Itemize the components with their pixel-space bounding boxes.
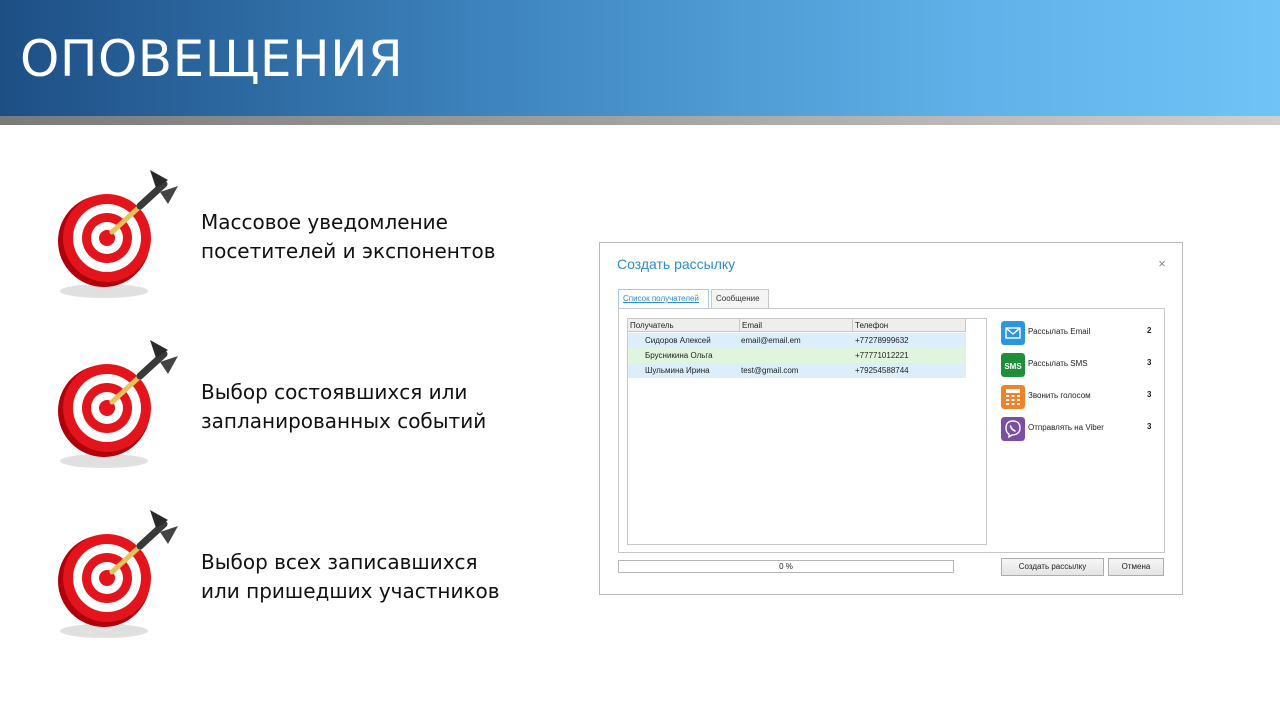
option-voice[interactable] — [1001, 385, 1161, 411]
option-label: Звонить голосом — [1028, 391, 1091, 400]
create-mailing-button[interactable]: Создать рассылку — [1001, 558, 1104, 576]
slide-header — [0, 0, 1280, 116]
bullet-item-1 — [52, 166, 612, 306]
cell-email: email@email.em — [741, 336, 801, 345]
header-divider — [0, 116, 1280, 125]
tab-label: Сообщение — [716, 294, 760, 303]
option-count: 3 — [1147, 422, 1152, 431]
option-count: 3 — [1147, 358, 1152, 367]
option-email[interactable] — [1001, 321, 1161, 347]
close-icon[interactable]: × — [1158, 256, 1166, 271]
target-dart-icon — [52, 336, 187, 476]
column-header-phone[interactable]: Телефон — [853, 319, 966, 332]
cell-phone: +79254588744 — [855, 366, 909, 375]
slide-title: ОПОВЕЩЕНИЯ — [20, 30, 404, 88]
option-label: Отправлять на Viber — [1028, 423, 1104, 432]
email-icon — [1001, 321, 1025, 345]
tab-message[interactable] — [711, 289, 769, 308]
column-header-email[interactable]: Email — [740, 319, 853, 332]
option-label: Рассылать SMS — [1028, 359, 1088, 368]
bullet-text — [201, 378, 601, 436]
option-label: Рассылать Email — [1028, 327, 1091, 336]
table-row[interactable] — [628, 363, 966, 378]
cell-recipient: Брусникина Ольга — [645, 351, 713, 360]
table-row[interactable] — [628, 333, 966, 348]
column-header-recipient[interactable]: Получатель — [628, 319, 740, 332]
recipients-panel — [618, 308, 1165, 553]
tab-label: Список получателей — [623, 294, 699, 303]
bullet-line: или пришедших участников — [201, 579, 500, 603]
table-row[interactable] — [628, 348, 966, 363]
option-count: 2 — [1147, 326, 1152, 335]
option-count: 3 — [1147, 390, 1152, 399]
bullet-line: запланированных событий — [201, 409, 487, 433]
option-viber[interactable] — [1001, 417, 1161, 443]
bullet-line: посетителей и экспонентов — [201, 239, 496, 263]
bullet-line: Выбор всех записавшихся — [201, 550, 478, 574]
recipients-grid[interactable] — [627, 318, 987, 545]
progress-bar — [618, 560, 954, 573]
cell-recipient: Сидоров Алексей — [645, 336, 711, 345]
bullet-item-2 — [52, 336, 612, 476]
grid-header — [628, 319, 966, 332]
option-sms[interactable] — [1001, 353, 1161, 379]
bullet-item-3 — [52, 506, 612, 646]
cell-phone: +77278999632 — [855, 336, 909, 345]
cell-email: test@gmail.com — [741, 366, 799, 375]
dialog-title: Создать рассылку — [617, 256, 736, 272]
bullet-line: Выбор состоявшихся или — [201, 380, 468, 404]
target-dart-icon — [52, 506, 187, 646]
cell-recipient: Шульмина Ирина — [645, 366, 710, 375]
cell-phone: +77771012221 — [855, 351, 909, 360]
bullet-text — [201, 548, 601, 606]
phone-keypad-icon — [1001, 385, 1025, 409]
progress-text: 0 % — [779, 562, 793, 571]
svg-text:SMS: SMS — [1004, 362, 1022, 371]
cancel-button[interactable]: Отмена — [1108, 558, 1164, 576]
bullet-text — [201, 208, 601, 266]
tab-recipients[interactable] — [618, 289, 709, 309]
target-dart-icon — [52, 166, 187, 306]
sms-icon — [1001, 353, 1025, 377]
create-mailing-dialog — [599, 242, 1183, 595]
viber-icon — [1001, 417, 1025, 441]
bullet-line: Массовое уведомление — [201, 210, 448, 234]
